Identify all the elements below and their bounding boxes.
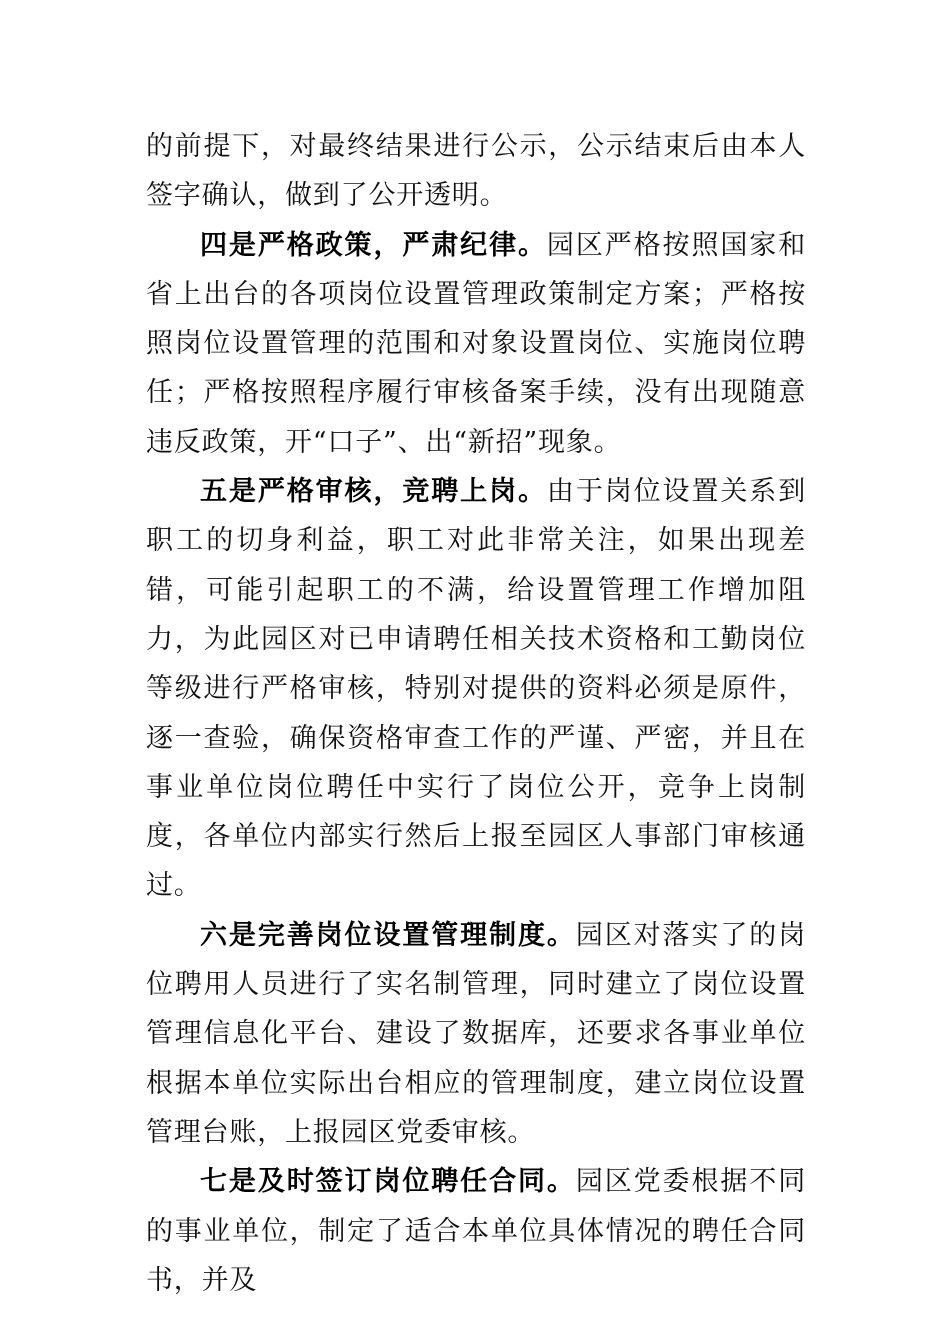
paragraph-heading: 四是严格政策，严肃纪律。 (200, 229, 547, 261)
paragraph-text: 园区党委根据不同的事业单位，制定了适合本单位具体情况的聘任合同书，并及 (146, 1166, 806, 1296)
paragraph-heading: 五是严格审核，竞聘上岗。 (200, 476, 547, 508)
paragraph-contract-signing (146, 1157, 806, 1305)
document-body (146, 122, 806, 1305)
paragraph-heading: 六是完善岗位设置管理制度。 (200, 919, 576, 951)
paragraph-management-system (146, 911, 806, 1157)
paragraph-text: 的前提下，对最终结果进行公示，公示结束后由本人签字确认，做到了公开透明。 (146, 131, 806, 212)
paragraph-continuation (146, 122, 806, 221)
paragraph-text: 由于岗位设置关系到职工的切身利益，职工对此非常关注，如果出现差错，可能引起职工的不满，给设置管理工作增加阻力，为此园区对已申请聘任相关技术资格和工勤岗位等级进行严格审核，特别对提供的资料必须是原件，逐一查验，确保资格审查工作的严谨、严密，并且在事业单位岗位聘任中实行了岗位公开，竞争上岗制度，各单位内部实行然后上报至园区人事部门审核通过。 (146, 476, 806, 902)
paragraph-heading: 七是及时签订岗位聘任合同。 (200, 1166, 576, 1198)
paragraph-text: 园区对落实了的岗位聘用人员进行了实名制管理，同时建立了岗位设置管理信息化平台、建设了数据库，还要求各事业单位根据本单位实际出台相应的管理制度，建立岗位设置管理台账，上报园区党委审核。 (146, 919, 806, 1148)
paragraph-strict-review (146, 467, 806, 911)
paragraph-text: 园区严格按照国家和省上出台的各项岗位设置管理政策制定方案；严格按照岗位设置管理的范围和对象设置岗位、实施岗位聘任；严格按照程序履行审核备案手续，没有出现随意违反政策，开“口子”、出“新招”现象。 (146, 229, 806, 458)
paragraph-strict-policy (146, 221, 806, 467)
